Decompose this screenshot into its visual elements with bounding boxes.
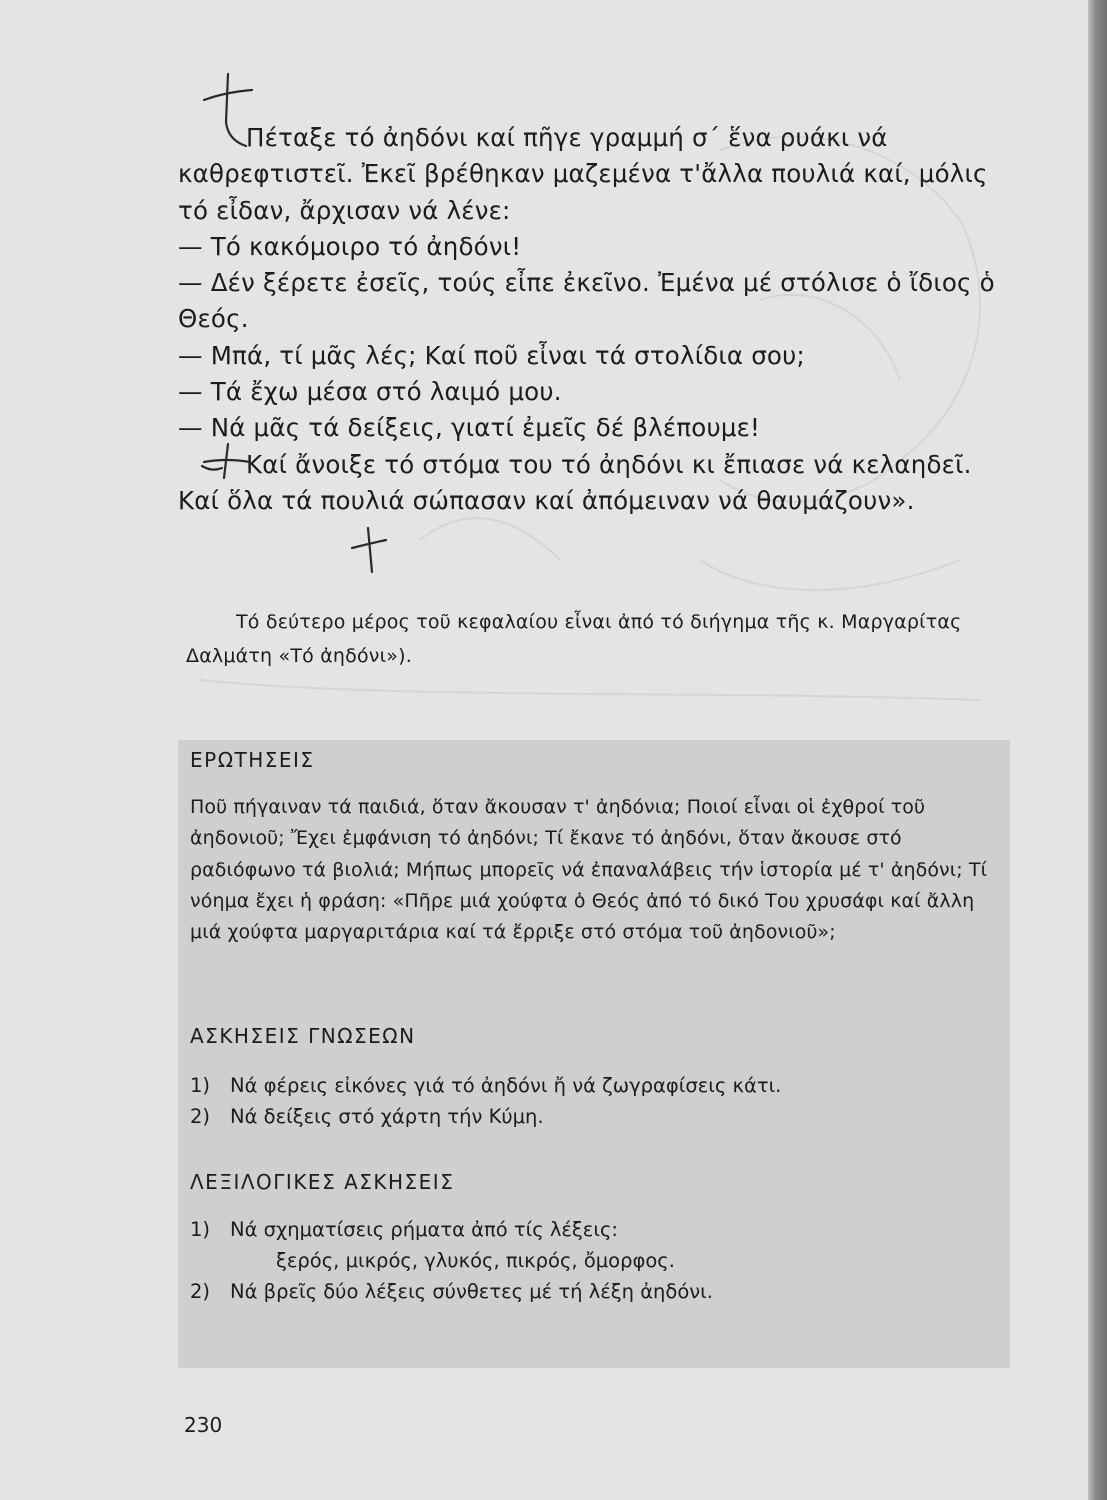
- item-text: Νά φέρεις εἰκόνες γιά τό ἀηδόνι ἤ νά ζωγραφίσεις κάτι.: [230, 1074, 782, 1097]
- story-line: — Νά μᾶς τά δείξεις, γιατί ἐμεῖς δέ βλέπουμε!: [178, 413, 761, 443]
- list-item: [190, 1214, 1002, 1276]
- item-continuation: ξερός, μικρός, γλυκός, πικρός, ὄμορφος.: [276, 1249, 675, 1272]
- pen-cross-mark: [204, 90, 252, 100]
- questions-text: Ποῦ πήγαιναν τά παιδιά, ὅταν ἄκουσαν τ' ἀηδόνια; Ποιοί εἶναι οἱ ἐχθροί τοῦ ἀηδονιοῦ; Ἔχει ἐμφάνιση τό ἀηδόνι; Τί ἔκανε τό ἀηδόνι, ὅταν ἄκουσε στό ραδιόφωνο τά βιολιά; Μήπως μπορεῖς νά ἐπαναλάβεις τήν ἱστορία μέ τ' ἀηδόνι; Τί νόημα ἔχει ἡ φράση: «Πῆρε μιά χούφτα ὁ Θεός ἀπό τό δικό Του χρυσάφι καί ἄλλη μιά χούφτα μαργαριτάρια καί τά ἔρριξε στό στόμα τοῦ ἀηδονιοῦ»;: [190, 796, 988, 944]
- list-item: [190, 1070, 1002, 1101]
- list-item: [190, 1276, 1002, 1307]
- item-number: 1): [190, 1074, 211, 1097]
- vocabulary-exercises-list: [190, 1214, 1002, 1307]
- story-line: — Τό κακόμοιρο τό ἀηδόνι!: [178, 231, 522, 261]
- questions-heading: ΕΡΩΤΗΣΕΙΣ: [190, 748, 315, 772]
- exercises-box: [178, 740, 1010, 1368]
- item-number: 1): [190, 1218, 211, 1241]
- source-note: [186, 605, 1016, 673]
- page-number: 230: [184, 1413, 223, 1437]
- story-paragraph: Καί ἄνοιξε τό στόμα του τό ἀηδόνι κι ἔπιασε νά κελαηδεῖ. Καί ὅλα τά πουλιά σώπασαν καί ἀπόμειναν νά θαυμάζουν».: [178, 449, 972, 515]
- story-line: — Τά ἔχω μέσα στό λαιμό μου.: [178, 377, 562, 407]
- item-number: 2): [190, 1105, 211, 1128]
- item-text: Νά βρεῖς δύο λέξεις σύνθετες μέ τή λέξη ἀηδόνι.: [230, 1280, 713, 1303]
- vocabulary-exercises-heading: ΛΕΞΙΛΟΓΙΚΕΣ ΑΣΚΗΣΕΙΣ: [190, 1170, 455, 1194]
- story-paragraph: Πέταξε τό ἀηδόνι καί πῆγε γραμμή σ΄ ἕνα ρυάκι νά καθρεφτιστεῖ. Ἐκεῖ βρέθηκαν μαζεμένα τ'ἄλλα πουλιά καί, μόλις τό εἶδαν, ἄρχισαν νά λένε:: [178, 123, 988, 225]
- source-note-text: Τό δεύτερο μέρος τοῦ κεφαλαίου εἶναι ἀπό τό διήγημα τῆς κ. Μαργαρίτας Δαλμάτη «Τό ἀηδόνι»).: [186, 611, 962, 667]
- knowledge-exercises-list: [190, 1070, 1002, 1132]
- story-line: — Δέν ξέρετε ἐσεῖς, τούς εἶπε ἐκεῖνο. Ἐμένα μέ στόλισε ὁ ἴδιος ὁ Θεός.: [178, 268, 995, 334]
- pen-cross-mark: [352, 540, 386, 548]
- item-text: Νά σχηματίσεις ρήματα ἀπό τίς λέξεις:: [230, 1218, 618, 1241]
- item-number: 2): [190, 1280, 211, 1303]
- story-line: — Μπά, τί μᾶς λές; Καί ποῦ εἶναι τά στολίδια σου;: [178, 340, 805, 370]
- story-text: [178, 120, 1018, 519]
- pen-cross-mark: [368, 528, 372, 572]
- item-text: Νά δείξεις στό χάρτη τήν Κύμη.: [230, 1105, 544, 1128]
- page-edge-shadow: [1088, 0, 1107, 1500]
- list-item: [190, 1101, 1002, 1132]
- knowledge-exercises-heading: ΑΣΚΗΣΕΙΣ ΓΝΩΣΕΩΝ: [190, 1024, 416, 1048]
